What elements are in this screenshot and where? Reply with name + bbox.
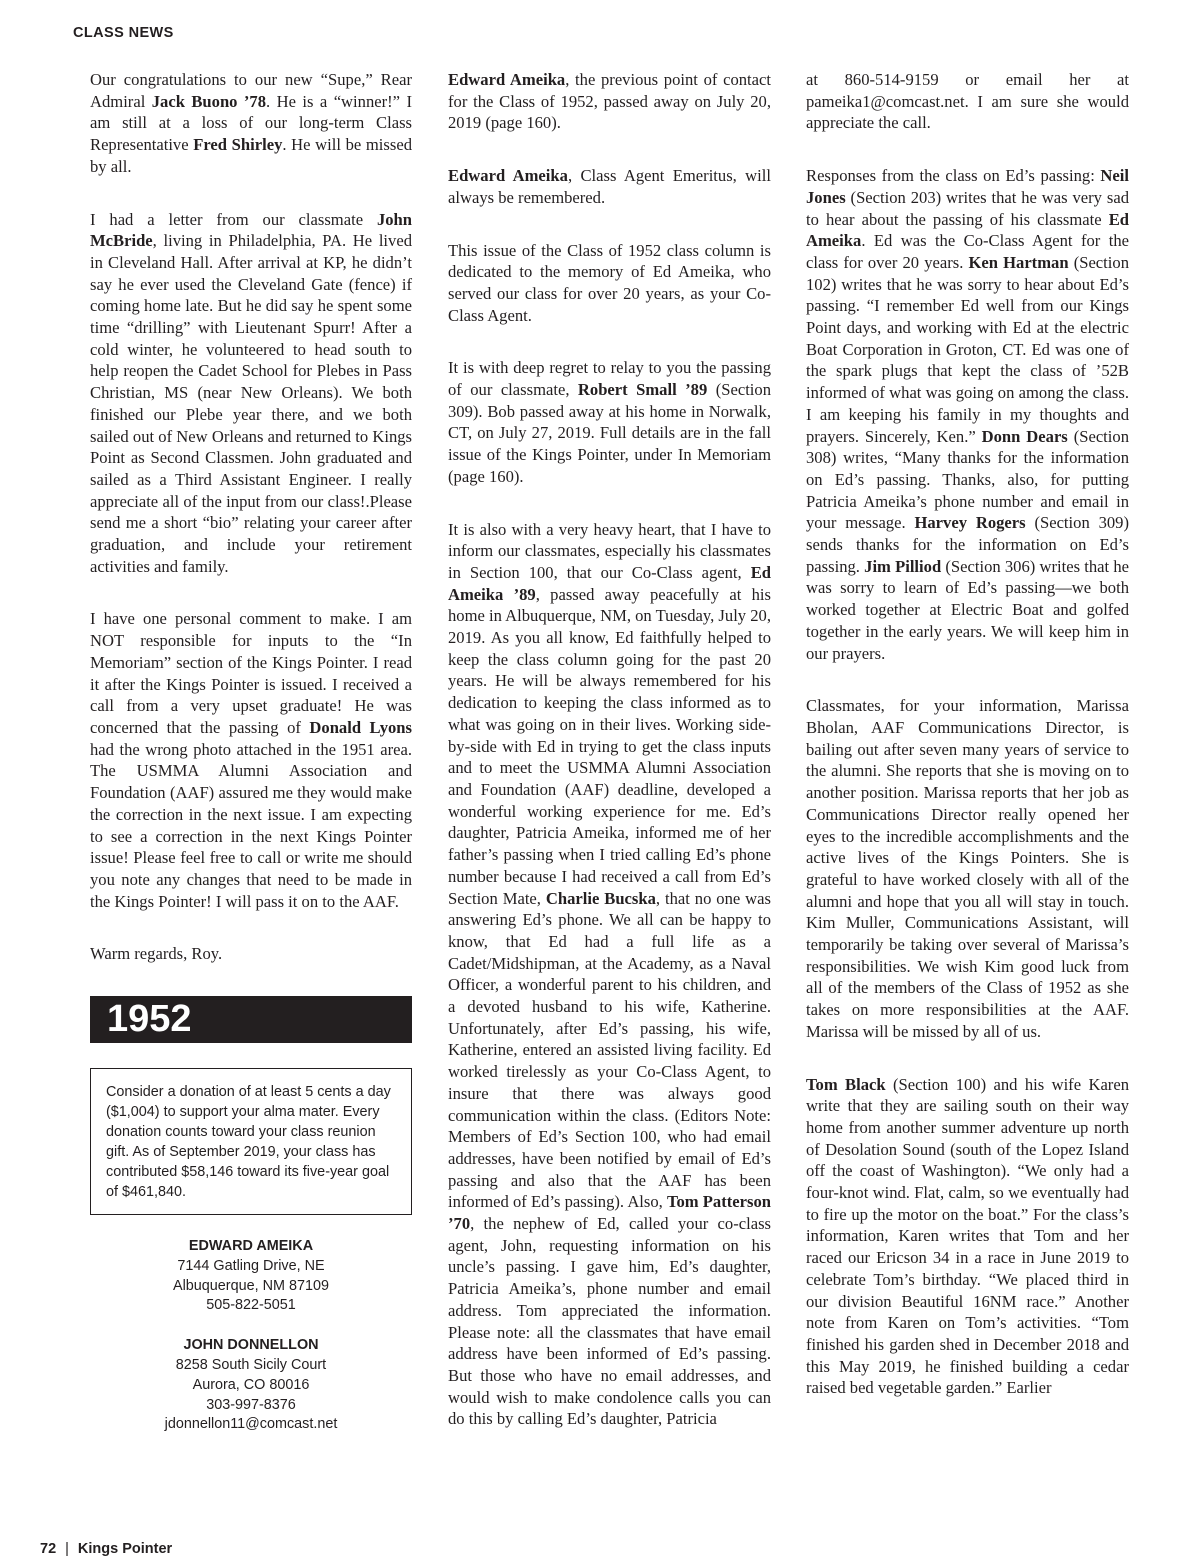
footer-separator: | — [65, 1541, 69, 1557]
paragraph: I had a letter from our classmate John McBride, living in Philadelphia, PA. He lived in Cleveland Hall. After arrival at KP, he didn’t say he ever used the Cleveland Gate (fence) if coming home late. But he did say he spent some time “drilling” with Lieutenant Spurr! After a cold winter, he volunteered to head south to help reopen the Cadet School for Plebes in Pass Christian, MS (near New Orleans). We both finished our Plebe year there, and we both sailed out of New Orleans and returned to Kings Point as Second Classmen. John graduated and sailed as a Third Assistant Engineer. I really appreciate all of the input from our class!.Please send me a short “bio” relating your career after graduation, and include your retirement activities and family. — [90, 209, 412, 576]
bold-name: Ken Hartman — [968, 252, 1069, 272]
bold-name: Neil Jones — [806, 166, 1129, 207]
bold-name: Jack Buono ’78 — [151, 91, 267, 111]
bold-name: Harvey Rogers — [914, 513, 1026, 533]
contact-card — [90, 1237, 412, 1316]
paragraph: I have one personal comment to make. I am NOT responsible for inputs to the “In Memoriam” section of the Kings Pointer. I read it after the Kings Pointer is issued. I received a call from a very upset graduate! He was concerned that the passing of Donald Lyons had the wrong photo attached in the 1951 area. The USMMA Alumni Association and Foundation (AAF) assured me they would make the correction in the next issue. I am expecting to see a correction in the next Kings Pointer issue! Please feel free to call or write me should you note any changes that need to be made in the Kings Pointer! I will pass it on to the AAF. — [90, 609, 412, 911]
column-1 — [90, 69, 412, 1435]
donation-box: Consider a donation of at least 5 cents a day ($1,004) to support your alma mater. Every donation counts toward your class reunion gift. As of September 2019, your class has contributed $58,146 toward its five-year goal of $461,840. — [90, 1068, 412, 1215]
bold-name: Ed Ameika — [806, 209, 1129, 251]
paragraph: Tom Black (Section 100) and his wife Karen write that they are sailing south on their way home from another summer adventure up north of Desolation Sound (south of the Lopez Island off the coast of Washington). “We only had a four-knot wind. Flat, calm, so we eventually had to fire up the motor on the boat.” For the class’s information, Karen writes that Tom and her raced our Ericson 34 in a race in June 2019 to celebrate Tom’s birthday. “We placed third in our division Beautiful 16NM race.” Another note from Karen on Tom’s activities. “Tom finished his garden shed in December 2018 and this May 2019, he finished building a cedar raised bed vegetable garden.” Earlier — [806, 1074, 1129, 1398]
paragraph: Edward Ameika, Class Agent Emeritus, will always be remembered. — [448, 166, 771, 207]
paragraph: at 860-514-9159 or email her at pameika1@comcast.net. I am sure she would appreciate the call. — [806, 70, 1129, 133]
page-footer — [40, 1541, 172, 1557]
bold-name: Ed Ameika ’89 — [448, 562, 771, 604]
bold-name: Tom Black — [806, 1074, 886, 1094]
publication-name: Kings Pointer — [77, 1541, 173, 1557]
bold-name: Tom Patterson ’70 — [448, 1192, 771, 1234]
section-label: CLASS NEWS — [73, 25, 174, 41]
bold-name: John McBride — [90, 209, 412, 251]
paragraph: Edward Ameika, the previous point of contact for the Class of 1952, passed away on July 20, 2019 (page 160). — [448, 70, 771, 133]
paragraph: Responses from the class on Ed’s passing: Neil Jones (Section 203) writes that he was very sad to hear about the passing of his classmate Ed Ameika. Ed was the Co-Class Agent for the class for over 20 years. Ken Hartman (Section 102) writes that he was sorry to hear about Ed’s passing. “I remember Ed well from our Kings Point days, and working with Ed at the electric Boat Corporation in Groton, CT. Ed was one of the spark plugs that kept the class of ’52B informed of what was going on among the class. I am keeping his family in my thoughts and prayers. Sincerely, Ken.” Donn Dears (Section 308) writes, “Many thanks for the information on Ed’s passing. Thanks, also, for putting Patricia Ameika’s phone number and email in your message. Harvey Rogers (Section 309) sends thanks for the information on Ed’s passing. Jim Pilliod (Section 306) writes that he was sorry to learn of Ed’s passing—we both worked together at Electric Boat and golfed together in the early years. We will keep him in our prayers. — [806, 166, 1130, 663]
contact-phone: 303-997-8376 — [206, 1396, 296, 1413]
contact-address: 8258 South Sicily Court — [175, 1357, 327, 1373]
contact-phone: 505-822-5051 — [206, 1297, 296, 1314]
bold-name: Donn Dears — [981, 426, 1068, 446]
column-3 — [806, 69, 1129, 1430]
bold-name: Robert Small ’89 — [577, 380, 708, 400]
bold-name: Edward Ameika — [448, 70, 566, 89]
column-2 — [448, 69, 771, 1461]
contact-name: JOHN DONNELLON — [183, 1337, 319, 1354]
page-number: 72 — [40, 1541, 57, 1557]
bold-name: Charlie Bucska — [545, 888, 656, 908]
contact-city: Aurora, CO 80016 — [192, 1376, 310, 1393]
signoff: Warm regards, Roy. — [90, 944, 223, 964]
paragraph: This issue of the Class of 1952 class column is dedicated to the memory of Ed Ameika, who served our class for over 20 years, as your Co-Class Agent. — [448, 240, 771, 325]
bold-name: Jim Pilliod — [864, 556, 942, 576]
paragraph: It is with deep regret to relay to you the passing of our classmate, Robert Small ’89 (Section 309). Bob passed away at his home in Norwalk, CT, on July 27, 2019. Full details are in the fall issue of the Kings Pointer, under In Memoriam (page 160). — [448, 358, 772, 486]
paragraph: Our congratulations to our new “Supe,” Rear Admiral Jack Buono ’78. He is a “winner!” I am still at a loss of our long-term Class Representative Fred Shirley. He will be missed by all. — [90, 70, 412, 176]
contact-email[interactable]: jdonnellon11@comcast.net — [164, 1416, 338, 1433]
paragraph: Classmates, for your information, Marissa Bholan, AAF Communications Director, is bailing out after seven many years of service to the alumni. She reports that she is moving on to another position. Marissa reports that her job as Communications Director really opened her eyes to the incredible accomplishments and the active lives of the Kings Pointers. She is grateful to have worked closely with all of the alumni and hope that you all will stay in touch. Kim Muller, Communications Assistant, will temporarily be taking over several of Marissa’s responsibilities. We wish Kim good luck from all of the members of the Class of 1952 as she takes on more responsibilities at the AAF. Marissa will be missed by all of us. — [806, 696, 1129, 1041]
contact-address: 7144 Gatling Drive, NE — [177, 1257, 325, 1274]
bold-name: Donald Lyons — [309, 717, 412, 737]
class-year-banner: 1952 — [90, 996, 412, 1043]
paragraph: It is also with a very heavy heart, that I have to inform our classmates, especially his classmates in Section 100, that our Co-Class agent, Ed Ameika ’89, passed away peacefully at his home in Albuquerque, NM, on Tuesday, July 20, 2019. As you all know, Ed faithfully helped to keep the class column going for the past 20 years. He will be always remembered for his dedication to keeping the class informed as to what was going on in their lives. Working side-by-side with Ed in trying to get the class inputs and to meet the USMMA Alumni Association and Foundation (AAF) deadline, developed a wonderful working experience for me. Ed’s daughter, Patricia Ameika, informed me of her father’s passing when I tried calling Ed’s phone number because I had received a call from Ed’s Section Mate, Charlie Bucska, that no one was answering Ed’s phone. We all can be happy to know, that Ed had a full life as a Cadet/Midshipman, at the Academy, as a Naval Officer, a wonderful parent to his children, and a devoted husband to his wife, Katherine. Unfortunately, after Ed’s passing, his wife, Katherine, entered an assisted living facility. Ed worked tirelessly as your Co-Class Agent, to insure that there was always good communication within the class. (Editors Note: Members of Ed’s Section 100, who had email addresses, have been notified by email of Ed’s passing and also that the AAF has been informed of Ed’s passing). Also, Tom Patterson ’70, the nephew of Ed, called your co-class agent, John, requesting information on his uncle’s passing. I gave him, Ed’s daughter, Patricia Ameika’s, phone number and email address. Tom appreciated the information. Please note: all the classmates that have email address have been informed of Ed’s passing. But those who have no email addresses, and would wish to make condolence calls you can do this by calling Ed’s daughter, Patricia — [448, 519, 771, 1429]
contact-card — [90, 1336, 412, 1435]
contact-city: Albuquerque, NM 87109 — [172, 1277, 329, 1294]
contact-name: EDWARD AMEIKA — [188, 1238, 314, 1255]
bold-name: Edward Ameika — [448, 166, 568, 186]
bold-name: Fred Shirley — [193, 135, 283, 155]
